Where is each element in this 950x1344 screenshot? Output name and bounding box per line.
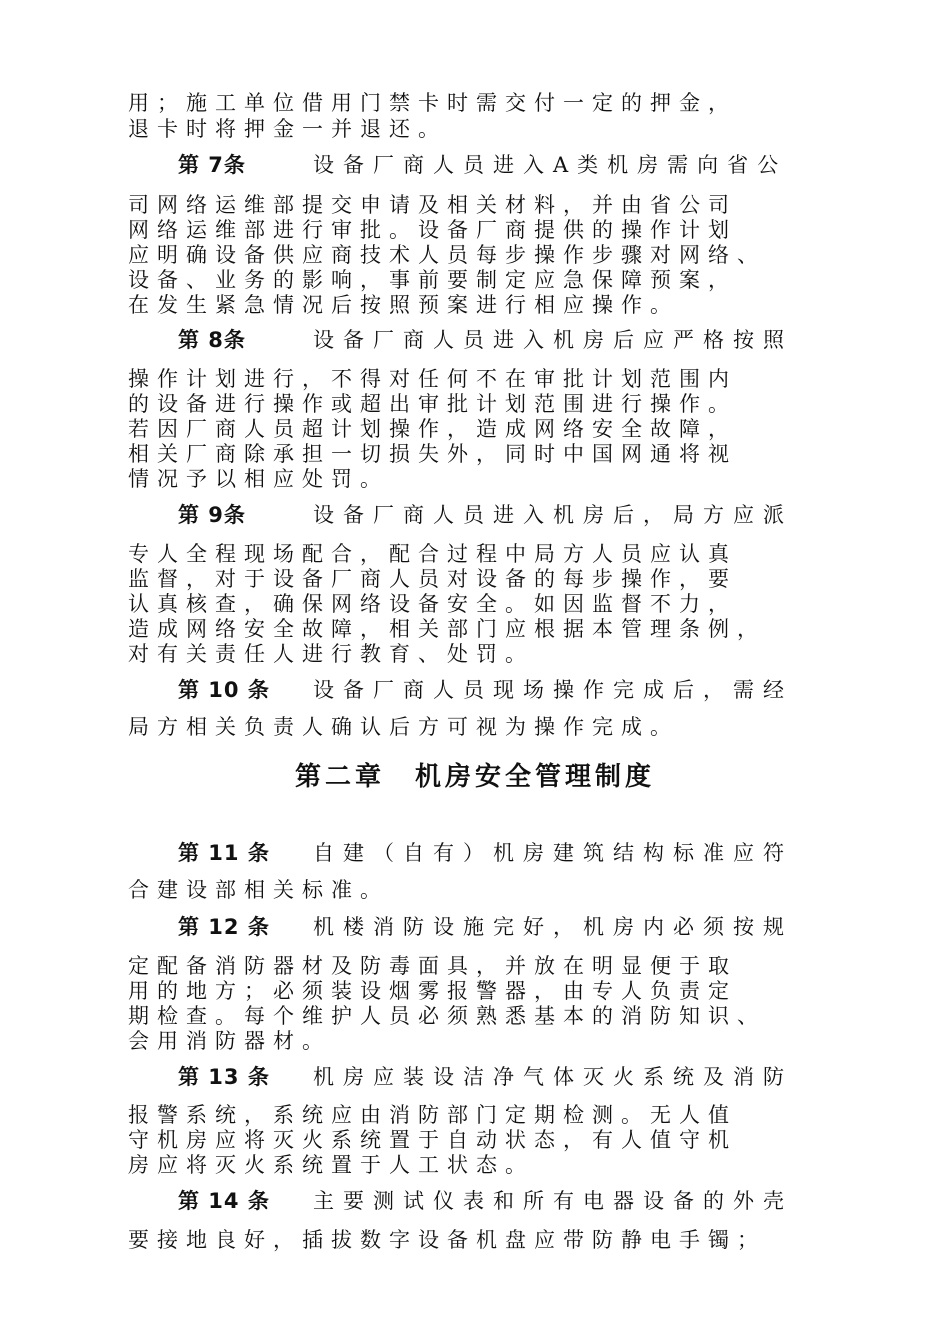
body-line: 守机房应将灭火系统置于自动状态，有人值守机 <box>128 1128 737 1152</box>
article-text: 主要测试仪表和所有电器设备的外壳 <box>313 1189 793 1213</box>
body-line: 专人全程现场配合，配合过程中局方人员应认真 <box>128 542 737 566</box>
chapter-title: 机房安全管理制度 <box>415 762 656 792</box>
body-line: 应明确设备供应商技术人员每步操作步骤对网络、 <box>128 243 766 267</box>
article-text: 设备厂商人员进入A类机房需向省公 <box>313 153 788 177</box>
article-12 <box>178 914 838 940</box>
article-text: 设备厂商人员现场操作完成后，需经 <box>313 678 793 702</box>
article-10 <box>178 677 838 703</box>
body-line: 网络运维部进行审批。设备厂商提供的操作计划 <box>128 218 737 242</box>
body-line: 设备、业务的影响，事前要制定应急保障预案， <box>128 268 737 292</box>
article-11 <box>178 840 838 866</box>
body-line: 期检查。每个维护人员必须熟悉基本的消防知识、 <box>128 1004 766 1028</box>
body-line: 房应将灭火系统置于人工状态。 <box>128 1153 534 1177</box>
article-label: 第 10 条 <box>178 678 270 702</box>
body-line: 司网络运维部提交申请及相关材料，并由省公司 <box>128 193 737 217</box>
article-label: 第 9条 <box>178 503 246 527</box>
chapter-heading <box>0 756 950 793</box>
body-line: 报警系统，系统应由消防部门定期检测。无人值 <box>128 1103 737 1127</box>
body-line: 对有关责任人进行教育、处罚。 <box>128 642 534 666</box>
article-label: 第 13 条 <box>178 1065 270 1089</box>
body-line: 定配备消防器材及防毒面具，并放在明显便于取 <box>128 954 737 978</box>
article-text: 设备厂商人员进入机房后应严格按照 <box>313 328 793 352</box>
body-line: 用；施工单位借用门禁卡时需交付一定的押金， <box>128 91 737 115</box>
body-line: 监督，对于设备厂商人员对设备的每步操作，要 <box>128 567 737 591</box>
body-line: 造成网络安全故障，相关部门应根据本管理条例， <box>128 617 766 641</box>
body-line: 认真核查，确保网络设备安全。如因监督不力， <box>128 592 737 616</box>
body-line: 用的地方；必须装设烟雾报警器，由专人负责定 <box>128 979 737 1003</box>
article-13 <box>178 1064 838 1090</box>
article-label: 第 11 条 <box>178 841 270 865</box>
article-14 <box>178 1188 838 1214</box>
article-8 <box>178 327 838 353</box>
body-line: 相关厂商除承担一切损失外，同时中国网通将视 <box>128 442 737 466</box>
article-text: 设备厂商人员进入机房后，局方应派 <box>313 503 793 527</box>
body-line: 要接地良好，插拔数字设备机盘应带防静电手镯； <box>128 1228 766 1252</box>
body-line: 若因厂商人员超计划操作，造成网络安全故障， <box>128 417 737 441</box>
article-7 <box>178 152 838 178</box>
body-line: 的设备进行操作或超出审批计划范围进行操作。 <box>128 392 737 416</box>
body-line: 情况予以相应处罚。 <box>128 467 389 491</box>
chapter-number: 第二章 <box>294 762 385 792</box>
article-9 <box>178 502 838 528</box>
article-label: 第 7条 <box>178 153 246 177</box>
body-line: 局方相关负责人确认后方可视为操作完成。 <box>128 715 679 739</box>
article-label: 第 8条 <box>178 328 246 352</box>
article-label: 第 12 条 <box>178 915 270 939</box>
article-text: 自建（自有）机房建筑结构标准应符 <box>313 841 793 865</box>
body-line: 退卡时将押金一并退还。 <box>128 117 447 141</box>
body-line: 合建设部相关标准。 <box>128 878 389 902</box>
body-line: 操作计划进行，不得对任何不在审批计划范围内 <box>128 367 737 391</box>
article-text: 机房应装设洁净气体灭火系统及消防 <box>313 1065 793 1089</box>
article-label: 第 14 条 <box>178 1189 270 1213</box>
article-text: 机楼消防设施完好，机房内必须按规 <box>313 915 793 939</box>
body-line: 会用消防器材。 <box>128 1029 331 1053</box>
body-line: 在发生紧急情况后按照预案进行相应操作。 <box>128 293 679 317</box>
